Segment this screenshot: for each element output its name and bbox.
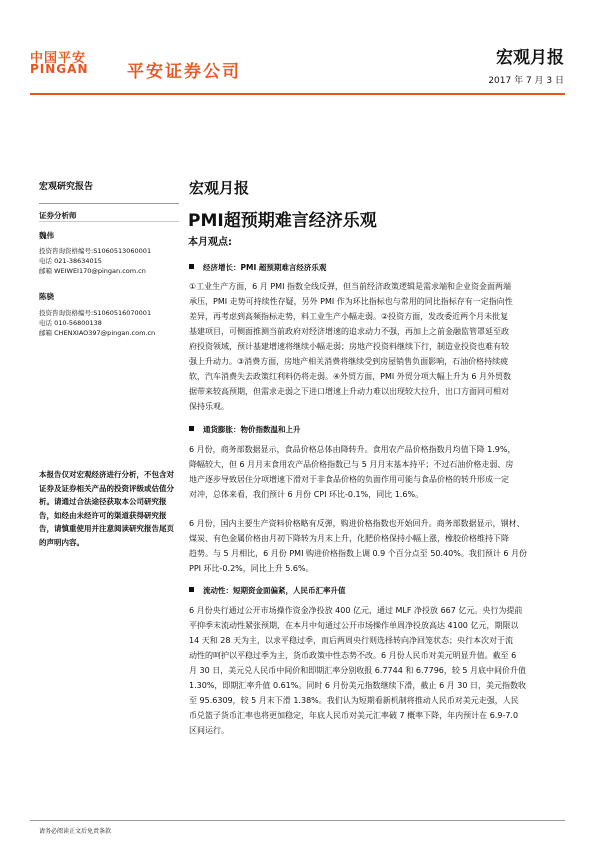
text-line: 强上升动力。③消费方面，房地产相关消费将继续受到房屋销售负面影响，石油价格持续疲 xyxy=(189,357,509,366)
paragraph xyxy=(189,279,561,414)
analyst-name: 魏伟 xyxy=(39,231,54,240)
analyst-name: 陈骁 xyxy=(39,292,54,301)
subtitle: 本月观点: xyxy=(188,237,232,248)
text-line: 基建项目，可侧面推测当前政府对经济增速的追求动力不强，再加上之前金融监管罩延至政 xyxy=(189,327,509,336)
text-line: ①工业生产方面，6 月 PMI 指数全线反弹，但当前经济政策逻辑是需求端和企业资金面两端 xyxy=(189,282,511,291)
analyst-phone: 电话 010-56800138 xyxy=(39,319,102,327)
text-line: 平抑季末流动性紧张预期，在本月中旬通过公开市场操作单周净投放高达 4100 亿元，期限以 xyxy=(189,621,519,630)
bullet-icon xyxy=(189,264,194,269)
analyst-label: 证券分析师 xyxy=(39,211,77,220)
analyst-email[interactable]: 邮箱 CHENXIAO397@pingan.com.cn xyxy=(39,329,156,337)
text-line: 至 95.6309，较 5 月末下滑 1.38%。我们认为短期看新机制将推动人民币对美元走强，人民 xyxy=(189,696,519,705)
company-name: 平安证券公司 xyxy=(127,62,241,82)
report-series-title: 宏观月报 xyxy=(496,48,564,68)
text-line: PPI 环比-0.2%，同比上升 5.6%。 xyxy=(189,564,314,573)
text-line: 煤炭、有色金属价格由月初下降转为月末上升，化肥价格保持小幅上涨，橡胶价格维持下降 xyxy=(189,534,509,543)
section-heading-text: 流动性：短期资金面偏紧，人民币汇率升值 xyxy=(203,586,346,595)
report-category: 宏观研究报告 xyxy=(39,182,94,192)
sidebar-divider xyxy=(39,203,179,204)
section-heading-text: 经济增长：PMI 超预期难言经济乐观 xyxy=(203,263,327,272)
section-heading-liquidity xyxy=(189,585,346,596)
bullet-icon xyxy=(189,587,194,592)
text-line: 月 30 日，美元兑人民币中间价和即期汇率分别收报 6.7744 和 6.7796，较 5 月底中间价升值 xyxy=(189,666,527,675)
footer-note: 请务必阅读正文后免责条款 xyxy=(39,828,112,835)
text-line: 软，汽车消费失去政策红利料仍将走弱。④外贸方面，PMI 外贸分项大幅上升为 6 月外贸数 xyxy=(189,372,511,381)
paragraph xyxy=(189,603,561,738)
text-line: 降幅较大，但 6 月月末食用农产品价格指数已与 5 月月末基本持平；不过石油价格走弱、房 xyxy=(189,460,514,469)
header-divider xyxy=(30,93,565,95)
text-line: 趋势。与 5 月相比，6 月份 PMI 购进价格指数上调 0.9 个百分点至 50.40%。我们预计 6 月份 xyxy=(189,549,528,558)
text-line: 保持乐观。 xyxy=(189,402,229,411)
paragraph xyxy=(189,442,561,502)
section-heading-text: 通货膨胀：物价指数温和上升 xyxy=(203,425,301,434)
text-line: 区间运行。 xyxy=(189,726,229,735)
section-heading-growth xyxy=(189,262,326,273)
text-line: 币兑篮子货币汇率也将更加稳定，年底人民币对美元汇率破 7 概率下降，年内预计在 6.9-7.0 xyxy=(189,711,519,720)
page-title: PMI超预期难言经济乐观 xyxy=(188,211,377,231)
text-line: 府投资领域，预计基建增速将继续小幅走弱；房地产投资料继续下行，制造业投资也难有较 xyxy=(189,342,509,351)
analyst-phone: 电话 021-38634015 xyxy=(39,257,102,265)
paragraph xyxy=(189,516,561,576)
bullet-icon xyxy=(189,426,194,431)
text-line: 据带来较高预期，但需求走弱之下进口增速上升动力难以出现较大拉升，出口方面同可相对 xyxy=(189,387,509,396)
logo-chinese: 中国平安 xyxy=(30,51,87,66)
section-heading-inflation xyxy=(189,424,301,435)
text-line: 对冲，总体来看，我们预计 6 月份 CPI 环比-0.1%，同比 1.6%。 xyxy=(189,490,424,499)
analyst-license: 投资咨询资格编号:S1060513060001 xyxy=(39,247,152,255)
sidebar-divider xyxy=(39,221,179,222)
analyst-license: 投资咨询资格编号:S1060516070001 xyxy=(39,309,152,317)
text-line: 差异，再考虑到高频指标走势，料工业生产小幅走弱。②投资方面，发改委近两个月未批复 xyxy=(189,312,509,321)
text-line: 6 月份央行通过公开市场操作资金净投放 400 亿元，通过 MLF 净投放 667 亿元。央行为提前 xyxy=(189,606,523,615)
text-line: 6 月份，商务部数据显示，食品价格总体由降转升。食用农产品价格指数月均值下降 1.9%， xyxy=(189,445,516,454)
analyst-email[interactable]: 邮箱 WEIWEI170@pingan.com.cn xyxy=(39,267,146,275)
text-line: 14 天和 28 天为主，以求平稳过季，而后两周央行则选择转向净回笼状态；央行本次对于流 xyxy=(189,636,513,645)
report-date: 2017 年 7 月 3 日 xyxy=(488,76,564,86)
text-line: 承压，PMI 走势可持续性存疑，另外 PMI 作为环比指标也与常用的同比指标存有一定指向性 xyxy=(189,297,513,306)
text-line: 6 月份，国内主要生产资料价格略有反弹，购进价格指数也开始回升。商务部数据显示，钢材、 xyxy=(189,519,525,528)
text-line: 动性的呵护以平稳过季为主，货币政策中性态势不改。6 月份人民币对美元明显升值。截至 6 xyxy=(189,651,517,660)
text-line: 1.30%，即期汇率升值 0.61%。同时 6 月份美元指数继续下滑，截止 6 月 30 日，美元指数收 xyxy=(189,681,526,690)
text-line: 地产逐步导致居住分项增速下滑对于非食品价格的负面作用可能与食品价格的转升形成一定 xyxy=(189,475,509,484)
footer-divider xyxy=(30,820,565,821)
logo-english: PINGAN xyxy=(30,62,89,76)
document-type: 宏观月报 xyxy=(189,179,250,197)
disclaimer: 本报告仅对宏观经济进行分析，不包含对证券及证券相关产品的投资评级或估值分析。请通过合法途径获取本公司研究报告，如经由未经许可的渠道获得研究报告，请慎重使用并注意阅读研究报告尾页的声明内容。 xyxy=(39,470,174,547)
